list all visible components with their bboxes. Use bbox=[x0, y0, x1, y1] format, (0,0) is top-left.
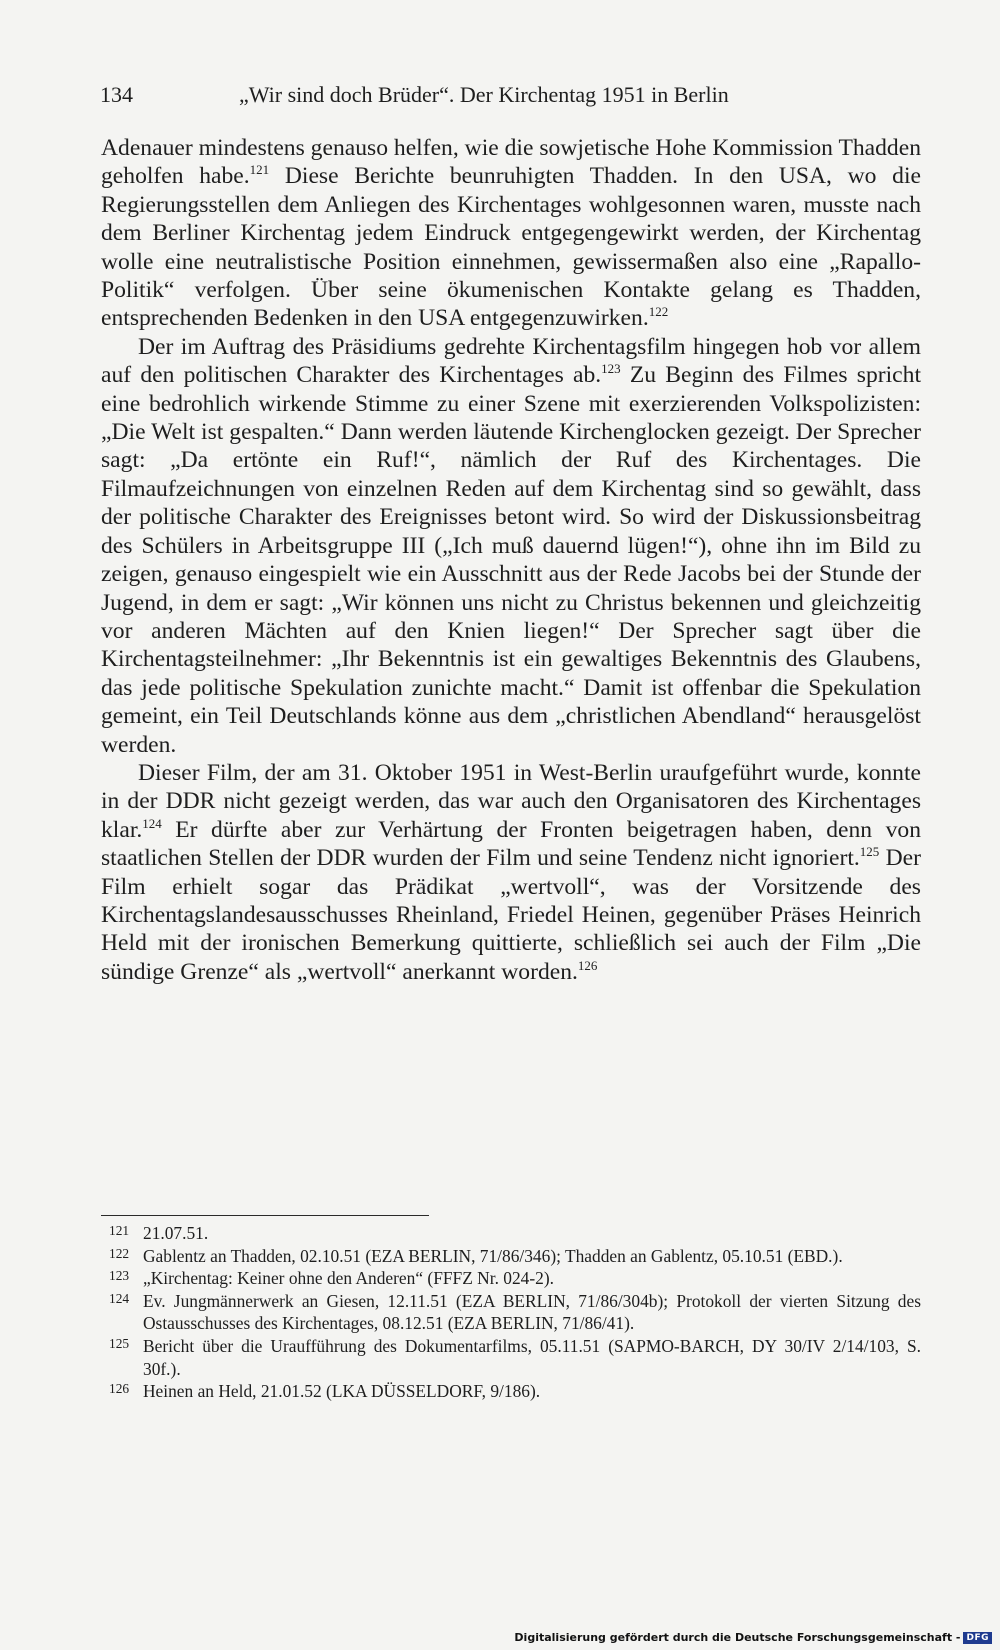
dfg-logo-icon: DFG bbox=[963, 1632, 992, 1644]
footnote-number: 124 bbox=[109, 1290, 130, 1306]
footnote-separator bbox=[101, 1215, 429, 1216]
footnote-number: 126 bbox=[109, 1381, 130, 1397]
footnote-text: Gablentz an Thadden, 02.10.51 (EZA BERLIN, 71/86/346); Thadden an Gablentz, 05.10.51 (EBD.). bbox=[143, 1245, 843, 1266]
paragraph-1 bbox=[101, 134, 921, 333]
footnote-ref-121: 121 bbox=[249, 162, 270, 178]
footnote-ref-124: 124 bbox=[142, 815, 162, 831]
footnote-ref-122: 122 bbox=[648, 304, 669, 320]
footnote-ref-123: 123 bbox=[601, 361, 621, 377]
footnote bbox=[101, 1222, 921, 1245]
footnote-ref-125: 125 bbox=[859, 844, 880, 860]
footnote bbox=[101, 1335, 921, 1380]
page-header bbox=[100, 82, 790, 112]
main-text bbox=[101, 134, 921, 986]
footnote-text: 21.07.51. bbox=[143, 1223, 209, 1243]
digitization-credit bbox=[514, 1631, 992, 1644]
paragraph-1-text-b: Diese Berichte beunruhigten Thadden. In den USA, wo die Regierungsstellen dem Anliegen des Kirchentages wohlgesonnen waren, musste nach dem Berliner Kirchentag jedem Eindruck entgegengewirkt werden, der Kirchentag wolle eine neutralistische Position einnehmen, gewissermaßen also eine „Rapallo-Politik“ verfolgen. Über seine ökumenischen Kontakte gelang es Thadden, entsprechenden Bedenken in den USA entgegenzuwirken. bbox=[101, 163, 921, 332]
footnote bbox=[101, 1267, 921, 1290]
paragraph-3 bbox=[101, 759, 921, 986]
digitization-credit-text: Digitalisierung gefördert durch die Deutsche Forschungsgemeinschaft - bbox=[514, 1631, 961, 1644]
footnote-number: 121 bbox=[109, 1223, 130, 1238]
footnote-number: 122 bbox=[109, 1245, 130, 1261]
paragraph-2 bbox=[101, 333, 921, 759]
footnote bbox=[101, 1290, 921, 1335]
footnote-text: Ev. Jungmännerwerk an Giesen, 12.11.51 (EZA BERLIN, 71/86/304b); Protokoll der vierten Sitzung des Ostausschusses des Kirchentages, 08.12.51 (EZA BERLIN, 71/86/41). bbox=[143, 1290, 921, 1334]
footnotes bbox=[101, 1222, 921, 1403]
page-number: 134 bbox=[100, 82, 133, 107]
footnote-text: „Kirchentag: Keiner ohne den Anderen“ (FFFZ Nr. 024-2). bbox=[143, 1268, 554, 1289]
paragraph-3-text-a: Dieser Film, der am 31. Oktober 1951 in West-Berlin uraufgeführt wurde, konnte in der DDR nicht gezeigt werden, das war auch den Organisatoren des Kirchentages klar. bbox=[101, 759, 921, 843]
footnote bbox=[101, 1245, 921, 1268]
paragraph-2-text-a: Der im Auftrag des Präsidiums gedrehte Kirchentagsfilm hingegen hob vor allem auf den politischen Charakter des Kirchentages ab. bbox=[101, 333, 921, 389]
footnote-text: Bericht über die Uraufführung des Dokumentarfilms, 05.11.51 (SAPMO-BARCH, DY 30/IV 2/14/103, S. 30f.). bbox=[143, 1335, 921, 1379]
paragraph-2-text-b: Zu Beginn des Filmes spricht eine bedrohlich wirkende Stimme zu einer Szene mit exerzierenden Volkspolizisten: „Die Welt ist gespalten.“ Dann werden läutende Kirchenglocken gezeigt. Der Sprecher sagt: „Da ertönte ein Ruf!“, nämlich der Ruf des Kirchentages. Die Filmaufzeichnungen von einzelnen Reden auf dem Kirchentag sind so gewählt, dass der politische Charakter des Ereignisses betont wird. So wird der Diskussionsbeitrag des Schülers in Arbeitsgruppe III („Ich muß dauernd lügen!“), ohne ihn im Bild zu zeigen, genauso eingespielt wie ein Ausschnitt aus der Rede Jacobs bei der Stunde der Jugend, in dem er sagt: „Wir können uns nicht zu Christus bekennen und gleichzeitig vor anderen Mächten auf den Knien liegen!“ Der Sprecher sagt über die Kirchentagsteilnehmer: „Ihr Bekenntnis ist ein gewaltiges Bekenntnis des Glaubens, das jede politische Spekulation zunichte macht.“ Damit ist offenbar die Spekulation gemeint, ein Teil Deutschlands könne aus dem „christlichen Abendland“ herausgelöst werden. bbox=[101, 362, 921, 758]
footnote-number: 123 bbox=[109, 1268, 130, 1284]
footnote bbox=[101, 1380, 921, 1403]
paragraph-3-text-b: Er dürfte aber zur Verhärtung der Fronten beigetragen haben, denn von staatlichen Stellen der DDR wurden der Film und seine Tendenz nicht ignoriert. bbox=[101, 816, 921, 872]
paragraph-1-text-a: Adenauer mindestens genauso helfen, wie die sowjetische Hohe Kommission Thadden geholfen habe. bbox=[101, 135, 921, 190]
running-title: „Wir sind doch Brüder“. Der Kirchentag 1951 in Berlin bbox=[239, 82, 729, 107]
footnote-text: Heinen an Held, 21.01.52 (LKA DÜSSELDORF, 9/186). bbox=[143, 1381, 541, 1402]
footnote-ref-126: 126 bbox=[577, 957, 598, 973]
footnote-number: 125 bbox=[109, 1335, 130, 1351]
paragraph-3-text-c: Der Film erhielt sogar das Prädikat „wertvoll“, was der Vorsitzende des Kirchentagslandesausschusses Rheinland, Friedel Heinen, gegenüber Präses Heinrich Held mit der ironischen Bemerkung quittierte, schließlich sei auch der Film „Die sündige Grenze“ als „wertvoll“ anerkannt worden. bbox=[101, 845, 921, 985]
